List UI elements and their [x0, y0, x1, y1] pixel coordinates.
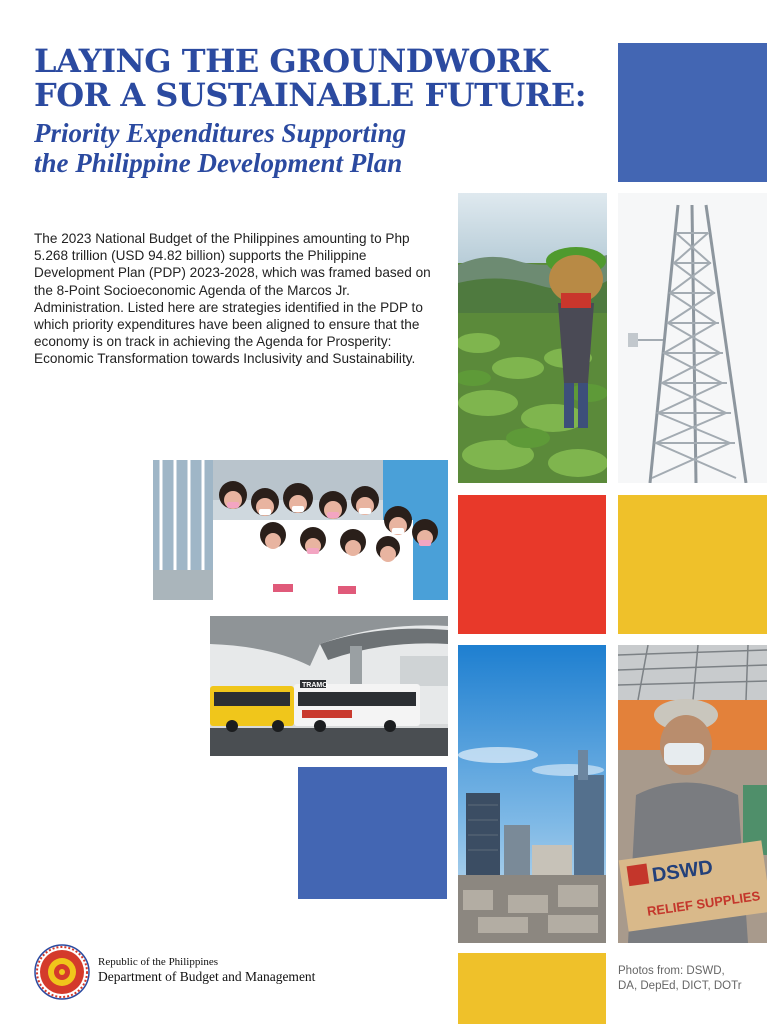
intro-paragraph: The 2023 National Budget of the Philippines amounting to Php 5.268 trillion (USD 94.82 billion) supports the Philippine Development Plan (PDP) 2023-2028, which was framed based on the 8-Point Socioeconomic Agenda of the Marcos Jr. Administration. Listed here are strategies identified in the PDP to which priority expenditures have been aligned to ensure that the economy is on track in achieving the Agenda for Prosperity: Economic Transformation towards Inclusivity and Sustainability.	[34, 231, 431, 367]
photo-credits	[618, 964, 758, 994]
yellow-block-right	[618, 495, 767, 634]
footer-organization	[98, 956, 315, 985]
red-block	[458, 495, 606, 634]
title-line-2: FOR A SUSTAINABLE FUTURE:	[34, 76, 587, 114]
page-subtitle	[34, 118, 594, 178]
cell-tower-photo	[618, 193, 767, 483]
box-sublabel: RELIEF SUPPLIES	[646, 888, 762, 919]
relief-supplies-photo	[618, 645, 767, 943]
bus-sign-text: TRAMO	[302, 682, 328, 689]
credits-line-1: Photos from: DSWD,	[618, 965, 725, 977]
farm-photo	[458, 193, 607, 483]
students-photo	[153, 460, 448, 600]
bus-photo	[210, 616, 448, 756]
yellow-block-bottom	[458, 953, 606, 1024]
box-label: DSWD	[650, 856, 715, 887]
page-title	[34, 44, 604, 112]
credits-line-2: DA, DepEd, DICT, DOTr	[618, 980, 742, 992]
blue-block-top-right	[618, 43, 767, 182]
title-line-1: LAYING THE GROUNDWORK	[34, 42, 550, 80]
subtitle-line-1: Priority Expenditures Supporting	[34, 118, 407, 148]
org-line-1: Republic of the Philippines	[98, 956, 219, 968]
blue-block-middle	[298, 767, 447, 899]
subtitle-line-2: the Philippine Development Plan	[34, 148, 403, 178]
city-skyline-photo	[458, 645, 606, 943]
dbm-seal-icon	[34, 944, 90, 1000]
org-line-2: Department of Budget and Management	[98, 969, 316, 984]
